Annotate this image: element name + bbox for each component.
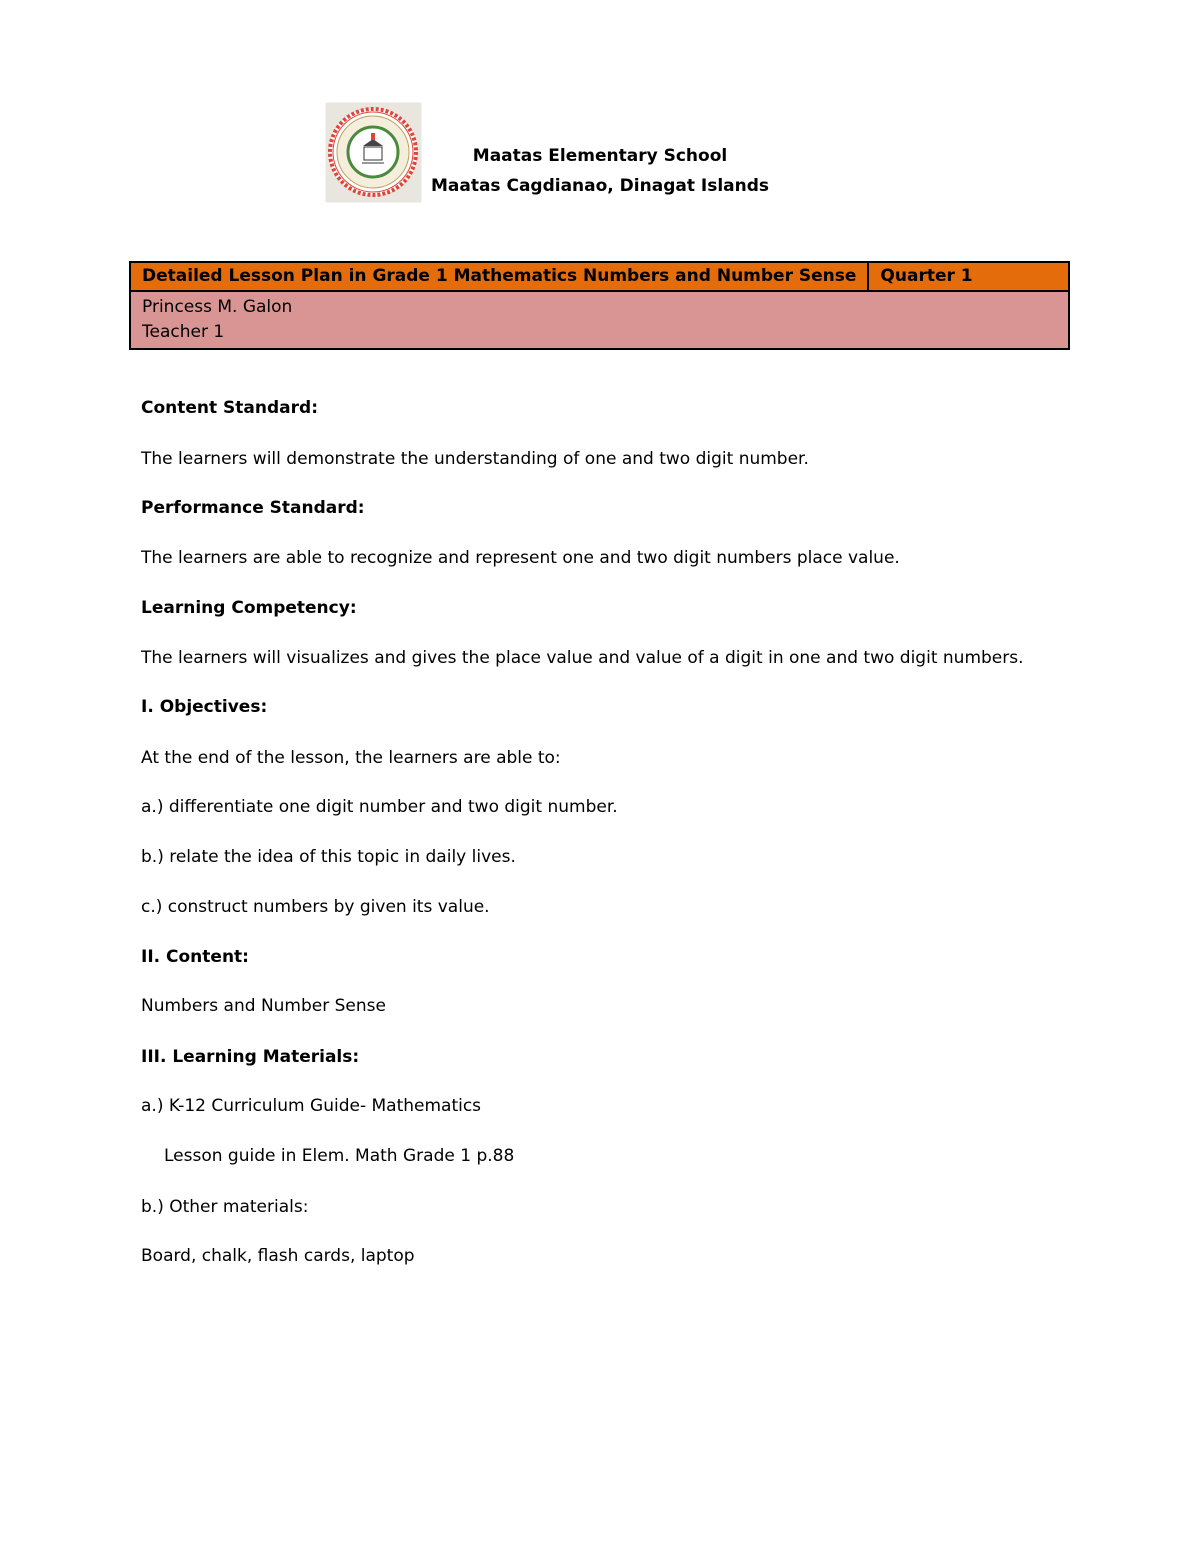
content-heading: II. Content: [141, 947, 249, 967]
lesson-plan-title: Detailed Lesson Plan in Grade 1 Mathematics Numbers and Number Sense [130, 262, 868, 291]
content-standard-heading: Content Standard: [141, 398, 318, 418]
lesson-plan-header-table [129, 261, 1070, 350]
objectives-intro: At the end of the lesson, the learners are able to: [141, 748, 561, 768]
materials-item-b-text: Board, chalk, flash cards, laptop [141, 1246, 415, 1266]
school-name: Maatas Elementary School [472, 146, 728, 166]
header-info-row [130, 291, 1069, 349]
learning-materials-heading: III. Learning Materials: [141, 1047, 360, 1067]
content-text: Numbers and Number Sense [141, 996, 386, 1016]
teacher-name: Princess M. Galon [142, 297, 293, 317]
content-standard-text: The learners will demonstrate the understanding of one and two digit number. [141, 449, 809, 469]
teacher-position: Teacher 1 [142, 322, 225, 342]
learning-competency-text: The learners will visualizes and gives the place value and value of a digit in one and two digit numbers. [141, 648, 1024, 668]
school-address: Maatas Cagdianao, Dinagat Islands [430, 176, 770, 196]
objectives-heading: I. Objectives: [141, 697, 268, 717]
objective-item: b.) relate the idea of this topic in daily lives. [141, 847, 516, 867]
objective-item: c.) construct numbers by given its value. [141, 897, 490, 917]
objective-item: a.) differentiate one digit number and two digit number. [141, 797, 618, 817]
learning-competency-heading: Learning Competency: [141, 598, 357, 618]
performance-standard-heading: Performance Standard: [141, 498, 365, 518]
performance-standard-text: The learners are able to recognize and represent one and two digit numbers place value. [141, 548, 900, 568]
materials-item-a: a.) K-12 Curriculum Guide- Mathematics [141, 1096, 482, 1116]
header-title-row [130, 262, 1069, 291]
materials-item-b: b.) Other materials: [141, 1197, 309, 1217]
materials-item-a-sub: Lesson guide in Elem. Math Grade 1 p.88 [164, 1146, 515, 1166]
teacher-info-cell [130, 291, 1069, 349]
quarter-label: Quarter 1 [868, 262, 1069, 291]
